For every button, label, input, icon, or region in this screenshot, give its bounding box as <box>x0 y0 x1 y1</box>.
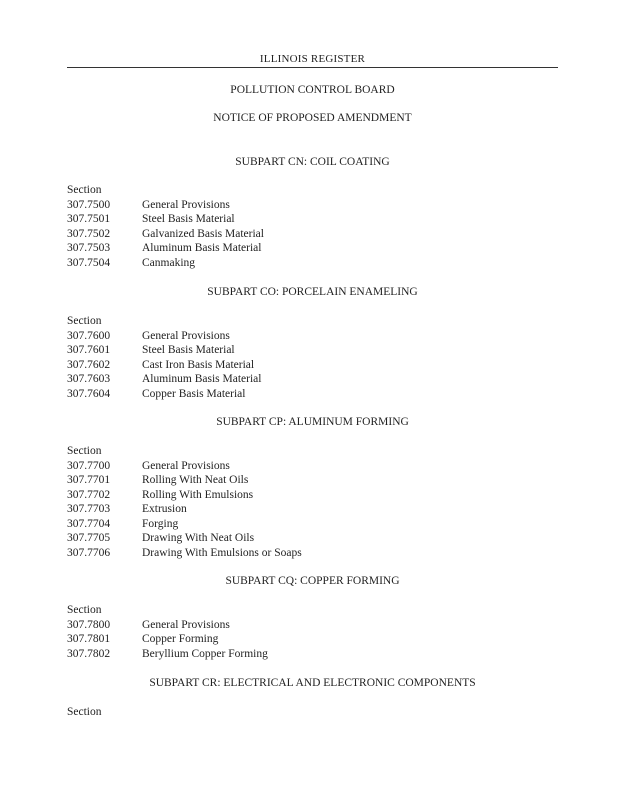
section-title: Aluminum Basis Material <box>142 242 262 254</box>
section-row <box>67 373 558 388</box>
subpart-heading: SUBPART CQ: COPPER FORMING <box>225 575 400 587</box>
section-row <box>67 518 558 533</box>
section-title: Forging <box>142 518 179 530</box>
section-label: Section <box>67 445 102 457</box>
section-title: Canmaking <box>142 257 196 269</box>
section-title: Aluminum Basis Material <box>142 373 262 385</box>
section-number: 307.7502 <box>67 228 111 240</box>
section-number: 307.7602 <box>67 359 111 371</box>
section-number: 307.7501 <box>67 213 111 225</box>
section-title: Drawing With Emulsions or Soaps <box>142 547 302 559</box>
section-number: 307.7500 <box>67 199 111 211</box>
section-row <box>67 532 558 547</box>
section-row <box>67 330 558 345</box>
register-header: ILLINOIS REGISTER <box>259 53 366 65</box>
section-row <box>67 489 558 504</box>
section-title: Steel Basis Material <box>142 213 235 225</box>
section-row <box>67 460 558 475</box>
section-title: Copper Forming <box>142 633 219 645</box>
section-title: Drawing With Neat Oils <box>142 532 255 544</box>
section-number: 307.7700 <box>67 460 111 472</box>
subpart-heading: SUBPART CP: ALUMINUM FORMING <box>216 416 409 428</box>
section-row <box>67 648 558 663</box>
section-title: General Provisions <box>142 330 230 342</box>
section-number: 307.7604 <box>67 388 111 400</box>
section-number: 307.7802 <box>67 648 111 660</box>
section-row <box>67 474 558 489</box>
section-label: Section <box>67 706 102 718</box>
section-title: Beryllium Copper Forming <box>142 648 268 660</box>
section-number: 307.7801 <box>67 633 111 645</box>
section-title: General Provisions <box>142 199 230 211</box>
section-number: 307.7601 <box>67 344 111 356</box>
section-title: Extrusion <box>142 503 187 515</box>
board-title: POLLUTION CONTROL BOARD <box>230 84 395 96</box>
subpart-heading: SUBPART CR: ELECTRICAL AND ELECTRONIC COMPONENTS <box>149 677 476 689</box>
section-row <box>67 619 558 634</box>
section-row <box>67 633 558 648</box>
section-number: 307.7702 <box>67 489 111 501</box>
section-number: 307.7503 <box>67 242 111 254</box>
section-row <box>67 242 558 257</box>
section-row <box>67 359 558 374</box>
section-title: Rolling With Neat Oils <box>142 474 249 486</box>
section-row <box>67 503 558 518</box>
notice-title: NOTICE OF PROPOSED AMENDMENT <box>213 112 412 124</box>
section-title: Steel Basis Material <box>142 344 235 356</box>
section-row <box>67 199 558 214</box>
section-title: Rolling With Emulsions <box>142 489 254 501</box>
section-number: 307.7800 <box>67 619 111 631</box>
section-row <box>67 344 558 359</box>
header-rule <box>67 67 558 68</box>
section-title: Copper Basis Material <box>142 388 246 400</box>
section-number: 307.7603 <box>67 373 111 385</box>
section-title: General Provisions <box>142 460 230 472</box>
subpart-heading: SUBPART CN: COIL COATING <box>235 156 390 168</box>
section-number: 307.7705 <box>67 532 111 544</box>
section-title: Galvanized Basis Material <box>142 228 264 240</box>
section-number: 307.7703 <box>67 503 111 515</box>
section-number: 307.7600 <box>67 330 111 342</box>
section-number: 307.7701 <box>67 474 111 486</box>
section-number: 307.7504 <box>67 257 111 269</box>
section-label: Section <box>67 184 102 196</box>
section-title: General Provisions <box>142 619 230 631</box>
section-label: Section <box>67 604 102 616</box>
section-row <box>67 547 558 562</box>
subpart-heading: SUBPART CO: PORCELAIN ENAMELING <box>207 286 418 298</box>
section-title: Cast Iron Basis Material <box>142 359 255 371</box>
section-row <box>67 228 558 243</box>
section-row <box>67 213 558 228</box>
section-label: Section <box>67 315 102 327</box>
section-row <box>67 257 558 272</box>
section-number: 307.7704 <box>67 518 111 530</box>
section-number: 307.7706 <box>67 547 111 559</box>
section-row <box>67 388 558 403</box>
